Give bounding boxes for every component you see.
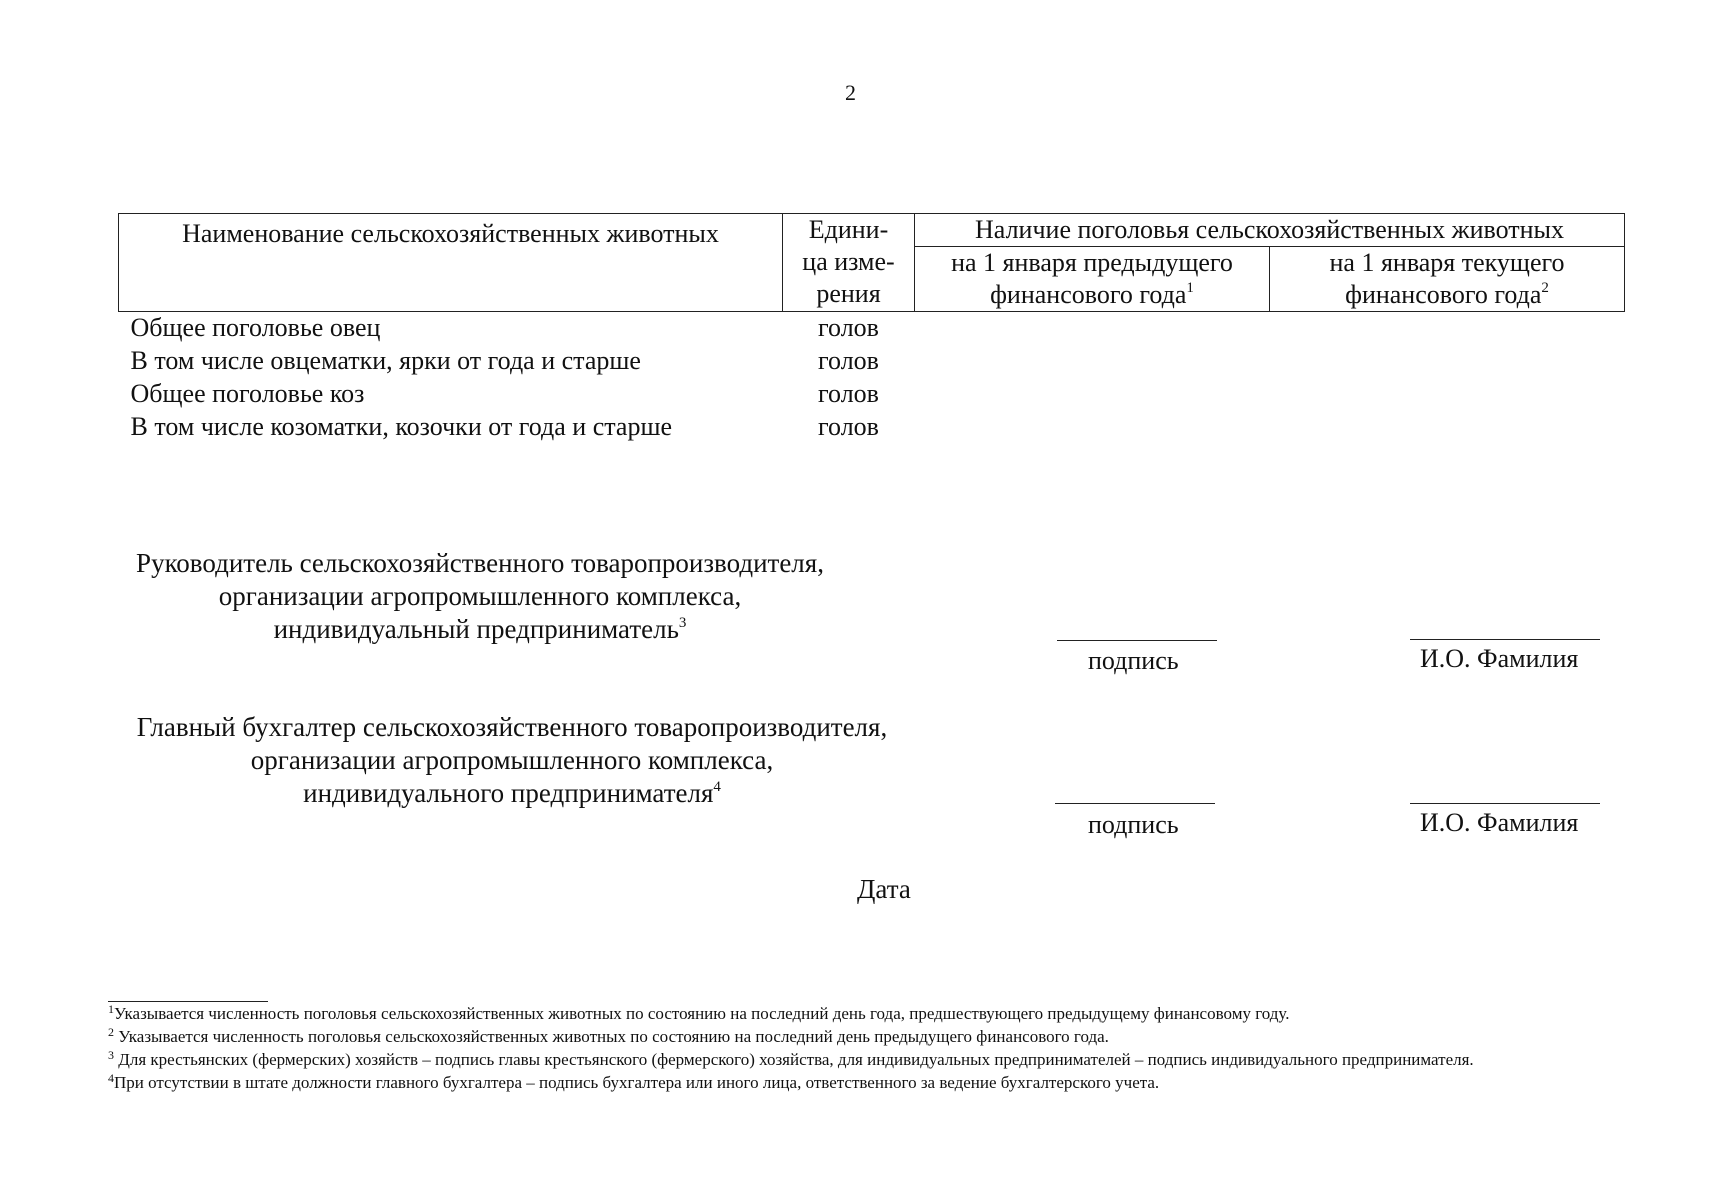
header-cur-year-line [1274,279,1620,311]
accountant-title-line [104,777,920,810]
footnote-ref-2: 2 [1541,280,1549,296]
row-prev-value[interactable] [915,345,1270,378]
footnote-item [108,1002,1628,1025]
header-cur-year [1270,247,1625,312]
footnote-item [108,1025,1628,1048]
footnote-marker: 2 [108,1025,114,1039]
row-unit: голов [818,346,879,375]
footnote-marker: 1 [108,1002,114,1016]
page-number: 2 [845,80,856,105]
footnote-text: Для крестьянских (фермерских) хозяйств – подпись главы крестьянского (фермерского) хозяйства, для индивидуальных предпринимателей – подпись индивидуального предпринимателя. [118,1050,1474,1069]
row-animal-name: Общее поголовье овец [130,313,381,342]
row-cur-value[interactable] [1270,378,1625,411]
header-unit-line: Едини- [808,215,889,244]
row-unit: голов [818,379,879,408]
header-cur-year-text: финансового года [1345,280,1542,309]
footnote-marker: 4 [108,1071,114,1085]
table-row [119,411,1625,444]
header-prev-year [915,247,1270,312]
footnote-ref-1: 1 [1186,280,1194,296]
footnote-text: При отсутствии в штате должности главного бухгалтера – подпись бухгалтера или иного лица, ответственного за ведение бухгалтерского учета. [114,1073,1160,1092]
footnote-item [108,1048,1628,1071]
head-signatory-title [104,547,856,646]
head-title-line: организации агропромышленного комплекса, [218,581,742,611]
head-signature-caption: подпись [1088,646,1179,675]
footnote-item [108,1071,1628,1094]
header-animal-name: Наименование сельскохозяйственных животных [119,214,783,312]
date-label: Дата [857,874,911,904]
row-animal-name: В том числе козоматки, козочки от года и старше [130,412,673,441]
header-prev-year-line: на 1 января предыдущего [951,248,1233,277]
row-cur-value[interactable] [1270,345,1625,378]
head-name-line[interactable] [1410,639,1600,640]
accountant-signature-caption: подпись [1088,810,1179,839]
footnote-ref-4: 4 [713,779,721,795]
footnote-ref-3: 3 [678,615,687,631]
header-unit-line: рения [816,279,881,308]
accountant-name-line[interactable] [1410,803,1600,804]
footnote-text: Указывается численность поголовья сельскохозяйственных животных по состоянию на последний день года, предшествующего предыдущему финансовому году. [114,1004,1290,1023]
header-livestock-presence: Наличие поголовья сельскохозяйственных животных [915,214,1625,247]
table-header-row [119,214,1625,247]
header-unit-line: ца изме- [802,247,895,276]
row-cur-value[interactable] [1270,312,1625,346]
table-row [119,312,1625,346]
row-unit: голов [818,412,879,441]
accountant-signature-line[interactable] [1055,803,1215,804]
livestock-table [118,213,1625,444]
accountant-title-line: Главный бухгалтер сельскохозяйственного товаропроизводителя, [136,712,888,742]
head-title-text: индивидуальный предприниматель [273,614,679,644]
header-prev-year-line [919,279,1265,311]
row-prev-value[interactable] [915,312,1270,346]
row-prev-value[interactable] [915,378,1270,411]
table-row [119,345,1625,378]
accountant-name-caption: И.О. Фамилия [1420,808,1579,837]
table-row [119,378,1625,411]
row-prev-value[interactable] [915,411,1270,444]
footnote-text: Указывается численность поголовья сельскохозяйственных животных по состоянию на последний день предыдущего финансового года. [118,1027,1109,1046]
row-unit: голов [818,313,879,342]
footnotes [108,1002,1628,1094]
head-title-line [104,613,856,646]
row-animal-name: Общее поголовье коз [130,379,365,408]
head-title-line: Руководитель сельскохозяйственного товаропроизводителя, [136,548,824,578]
footnote-marker: 3 [108,1048,114,1062]
accountant-title-text: индивидуального предпринимателя [303,778,714,808]
header-cur-year-line: на 1 января текущего [1329,248,1565,277]
row-animal-name: В том числе овцематки, ярки от года и старше [130,346,641,375]
row-cur-value[interactable] [1270,411,1625,444]
header-prev-year-text: финансового года [990,280,1187,309]
accountant-title-line: организации агропромышленного комплекса, [250,745,774,775]
header-unit [783,214,915,312]
head-signature-line[interactable] [1057,640,1217,641]
accountant-signatory-title [104,711,920,810]
head-name-caption: И.О. Фамилия [1420,644,1579,673]
